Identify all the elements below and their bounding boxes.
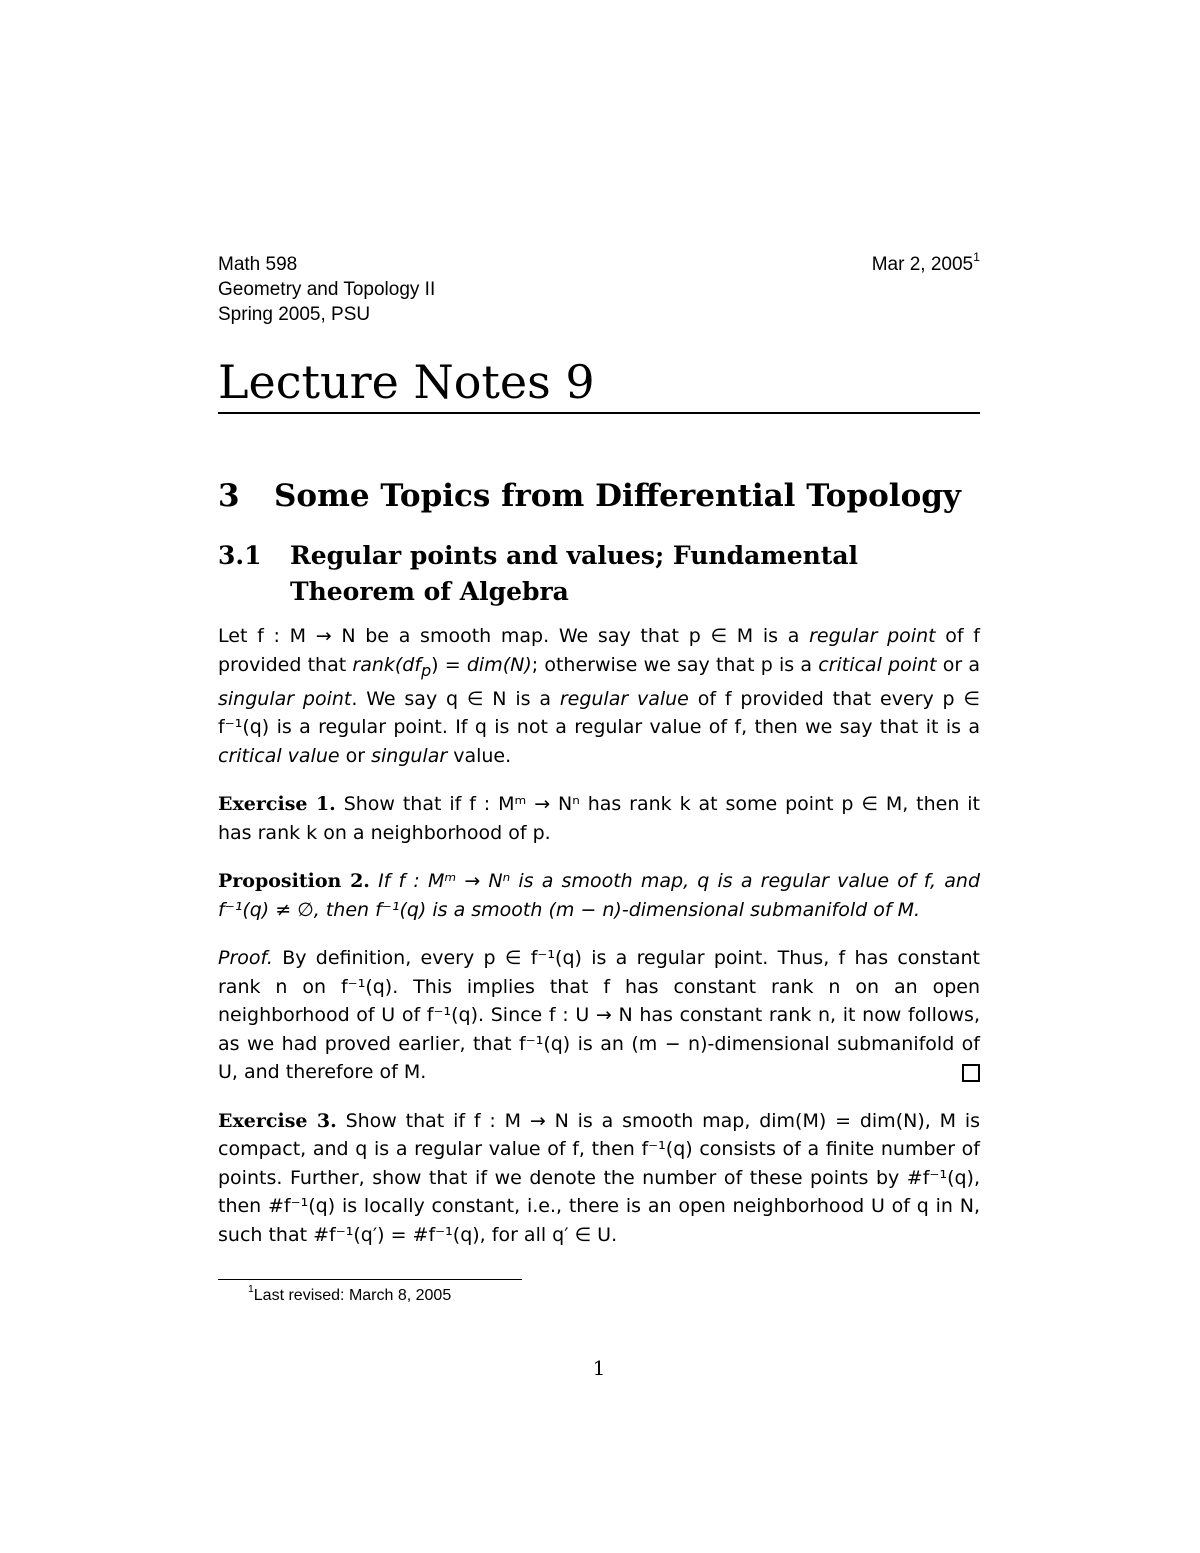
page-title: Lecture Notes 9 [218,354,980,414]
intro-paragraph [218,622,980,770]
term-critical-value: critical value [218,744,340,767]
intro-text-1: Let f : M → N be a smooth map. We say that p ∈ M is a [218,625,810,647]
exercise-1-text: Show that if f : Mᵐ → Nⁿ has rank k at some point p ∈ M, then it has rank k on a neighborhood of p. [218,793,980,844]
subsection-heading [218,538,980,610]
course-title: Geometry and Topology II [218,279,436,300]
expr-rank: rank(df [352,653,422,676]
exercise-1-label: Exercise 1. [218,793,336,816]
intro-text-4: ; otherwise we say that p is a [531,653,819,676]
lecture-date [871,249,980,277]
footnote-text: Last revised: March 8, 2005 [253,1287,452,1304]
body-text [218,622,980,1269]
exercise-3 [218,1107,980,1250]
exercise-1 [218,790,980,847]
footnote-mark: 1 [248,1284,254,1296]
intro-text-7: of f provided that every p ∈ f⁻¹(q) is a regular point. If q is not a regular value of f, then we say that it is a [218,687,980,739]
intro-text-9: value. [447,744,512,767]
section-title: Some Topics from Differential Topology [274,478,961,514]
footnote-divider [218,1279,522,1280]
page-number: 1 [592,1356,606,1380]
term-singular-point: singular point [218,687,352,710]
section-number: 3 [218,478,240,514]
term-critical-point: critical point [818,653,937,676]
exercise-3-label: Exercise 3. [218,1109,337,1132]
footnote-reference: 1 [973,249,980,264]
proposition-2-label: Proposition 2. [218,870,370,893]
footnote [248,1285,451,1307]
intro-text-5: or a [936,653,980,676]
expr-rank-subscript: p [421,660,432,680]
term-singular: singular [371,744,448,767]
term-regular-point: regular point [809,625,936,647]
date-text: Mar 2, 2005 [871,254,974,275]
expr-dim: dim(N) [466,653,532,676]
header-block [218,249,980,327]
subsection-title: Regular points and values; Fundamental Theorem of Algebra [290,541,859,606]
proof-text: By definition, every p ∈ f⁻¹(q) is a regular point. Thus, f has constant rank n on f⁻¹(q). This implies that f has constant rank n on an open neighborhood of U of f⁻¹(q). Since f : U → N has constant rank n, it now follows, as we had proved earlier, that f⁻¹(q) is an (m − n)-dimensional submanifold of U, and therefore of M. [218,947,980,1084]
intro-text-3: ) = [431,653,467,676]
exercise-3-text: Show that if f : M → N is a smooth map, dim(M) = dim(N), M is compact, and q is a regular value of f, then f⁻¹(q) consists of a finite number of points. Further, show that if we denote the number of these points by #f⁻¹(q), then #f⁻¹(q) is locally constant, i.e., there is an open neighborhood U of q in N, such that #f⁻¹(q′) = #f⁻¹(q), for all q′ ∈ U. [218,1109,981,1246]
course-number: Math 598 [218,254,298,275]
qed-box-icon [962,1064,980,1082]
subsection-number: 3.1 [218,541,262,570]
proof-paragraph [218,944,980,1087]
proposition-2 [218,867,980,924]
proposition-2-text: If f : Mᵐ → Nⁿ is a smooth map, q is a regular value of f, and f⁻¹(q) ≠ ∅, then f⁻¹(q) is a smooth (m − n)-dimensional submanifold of M. [218,870,980,921]
intro-text-6: . We say q ∈ N is a [351,687,560,710]
intro-text-8: or [339,744,372,767]
course-term: Spring 2005, PSU [218,304,371,325]
intro-text-2: of f provided that [218,625,980,676]
section-heading [218,476,980,516]
proof-label: Proof. [218,947,273,970]
term-regular-value: regular value [559,687,689,710]
